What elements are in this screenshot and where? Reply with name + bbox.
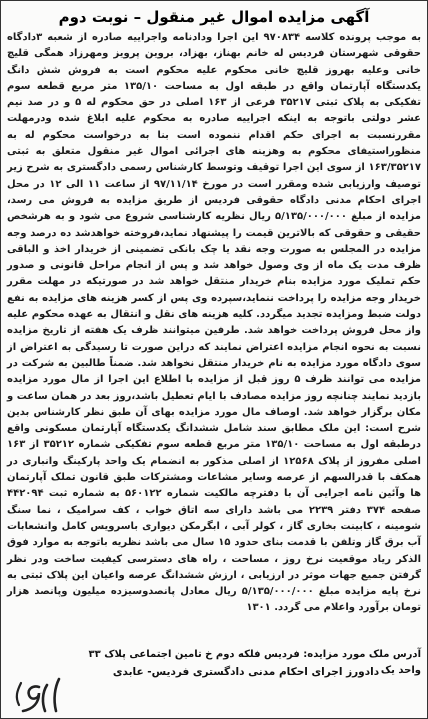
notice-title: آگهی مزایده اموال غیر منقول – نوبت دوم <box>58 8 370 26</box>
notice-body-paragraph: به موجب پرونده کلاسه ۹۷۰۸۳۴ این اجرا ودادنامه واجراییه صادره از شعبه ۳دادگاه حقوقی شهرستان فردیس له خانم بهناز، بهزاد، بروین پرویز ومهرزاد همگی قلیچ خانی وعلیه بهروز قلیچ خانی محکوم علیه محکوم است به فروش شش دانگ یکدستگاه آپارتمان واقع در طبقه اول به مساحت ۱۳۵/۱۰ متر مربع قطعه سوم تفکیکی به پلاک ثبتی ۳۵۲۱۷ فرعی از ۱۶۳ اصلی در حق محکوم له ۵ و در صد نیم عشر دولتی باتوجه به اینکه اجراییه صادره به محکوم علیه ابلاغ شده ودرمهلت مقررنسبت به اجرای حکم اقدام ننموده است بنا به درخواست محکوم له به منظوراستیفای محکوم به وهزینه های اجرائی اموال غیر منقول متعلق به ثبتی ۱۶۳/۳۵۲۱۷ از سوی این اجرا توقیف وتوسط کارشناس رسمی دادگستری به شرح زیر توصیف وارزیابی شده ومقرر است در مورخ ۹۷/۱۱/۱۴ از ساعت ۱۱ الی ۱۲ در محل اجرای احکام مدنی دادگاه حقوقی فردیس از طریق مزایده به فروش می رسد، مزایده از مبلغ ۵/۱۳۵/۰۰۰/۰۰۰ ریال نظریه کارشناسی شروع می شود و به هرشخص حقیقی و حقوقی که بالاترین قیمت را پیشنهاد نماید،فروخته خواهدشد ده درصد وجه مزایده در المجلس به صورت وجه نقد یا چک بانکی تضمینی از خریدار اخذ و الباقی ظرف مدت یک ماه از وی وصول خواهد شد و پس از انجام مراحل قانونی و صدور حکم تملیک مورد مزایده بنام خریدار منتقل خواهد شد در صورتیکه در مهلت مقرر خریدار وجه مزایده را پرداخت ننماید،سپرده وی پس از کسر هزینه های مزایده به نفع دولت ضبط ومزایده تجدید میگردد. کلیه هزینه های نقل و انتقال به عهده محکوم علیه واز محل فروش پرداخت خواهد شد. طرفین میتوانند ظرف یک هفته از تاریخ مزایده نسبت به نحوه انجام مزایده اعتراض نمایند که دراین صورت تا رسیدگی به اعتراض از سوی دادگاه مورد مزایده به نام خریدار منتقل نخواهد شد. ضمناً طالبین به شرکت در مزایده می توانند ظرف ۵ روز قبل از مزایده با اطلاع این اجرا از مال مورد مزایده بازدید نمایند چنانچه روز مزایده مصادف با ایام تعطیل باشد،روز بعد در همان ساعت و مکان برگزار خواهد شد. اوصاف مال مورد مزایده بهای آن طبق نظر کارشناس بدین شرح است: این ملک مطابق سند شامل ششدانگ یکدستگاه آپارتمان مسکونی واقع درطبقه اول به مساحت ۱۳۵/۱۰ متر مربع قطعه سوم تفکیکی شماره ۳۵۲۱۲ از ۱۶۳ اصلی مفروز از پلاک ۱۲۵۶۸ از اصلی مذکور به انضمام یک واحد پارکینگ وانباری در همکف با قدرالسهم از عرصه وسایر مشاعات ومشترکات طبق قانون تملک آپارتمان ها وآئین نامه اجرایی آن با دفترچه مالکیت شماره ۵۶۰۱۲۲ به شماره ثبت ۴۴۲۰۹۴ صفحه ۳۷۴ دفتر ۲۲۳۹ می باشد دارای سه اتاق خواب ، کف سرامیک ، نما سنگ شومینه ، کابینت بخاری گاز ، کولر آبی ، ابگرمکن دیواری باسرویس کامل وانشعابات آب برق گاز وتلفن با قدمت بنای حدود ۱۵ سال می باشد نظریه باتوجه به موارد فوق الذکر ریاد موقعیت نرخ روز ، مساحت ، راه های دسترسی کیفیت ساخت ودر نظر گرفتن جمیع جهات موثر در ارزیابی ، ارزش ششدانگ عرصه واعیان این پلاک ثبتی به نرخ پایه مزایده مبلغ ۵/۱۳۵/۰۰۰/۰۰۰ ریال معادل پانصدوسیزده میلیون وپانصد هزار تومان برآورد واعلام می گردد. ۱۳۰۱ <box>7 32 421 614</box>
notice-body <box>7 30 421 617</box>
handwritten-mark-icon <box>9 673 67 715</box>
signature-line: دادورز اجرای احکام مدنی دادگستری فردیس- عابدی <box>112 666 380 678</box>
property-address: آدرس ملک مورد مزایده: فردیس فلکه دوم خ تامین اجتماعی پلاک ۳۳ واحد یک <box>88 649 421 676</box>
